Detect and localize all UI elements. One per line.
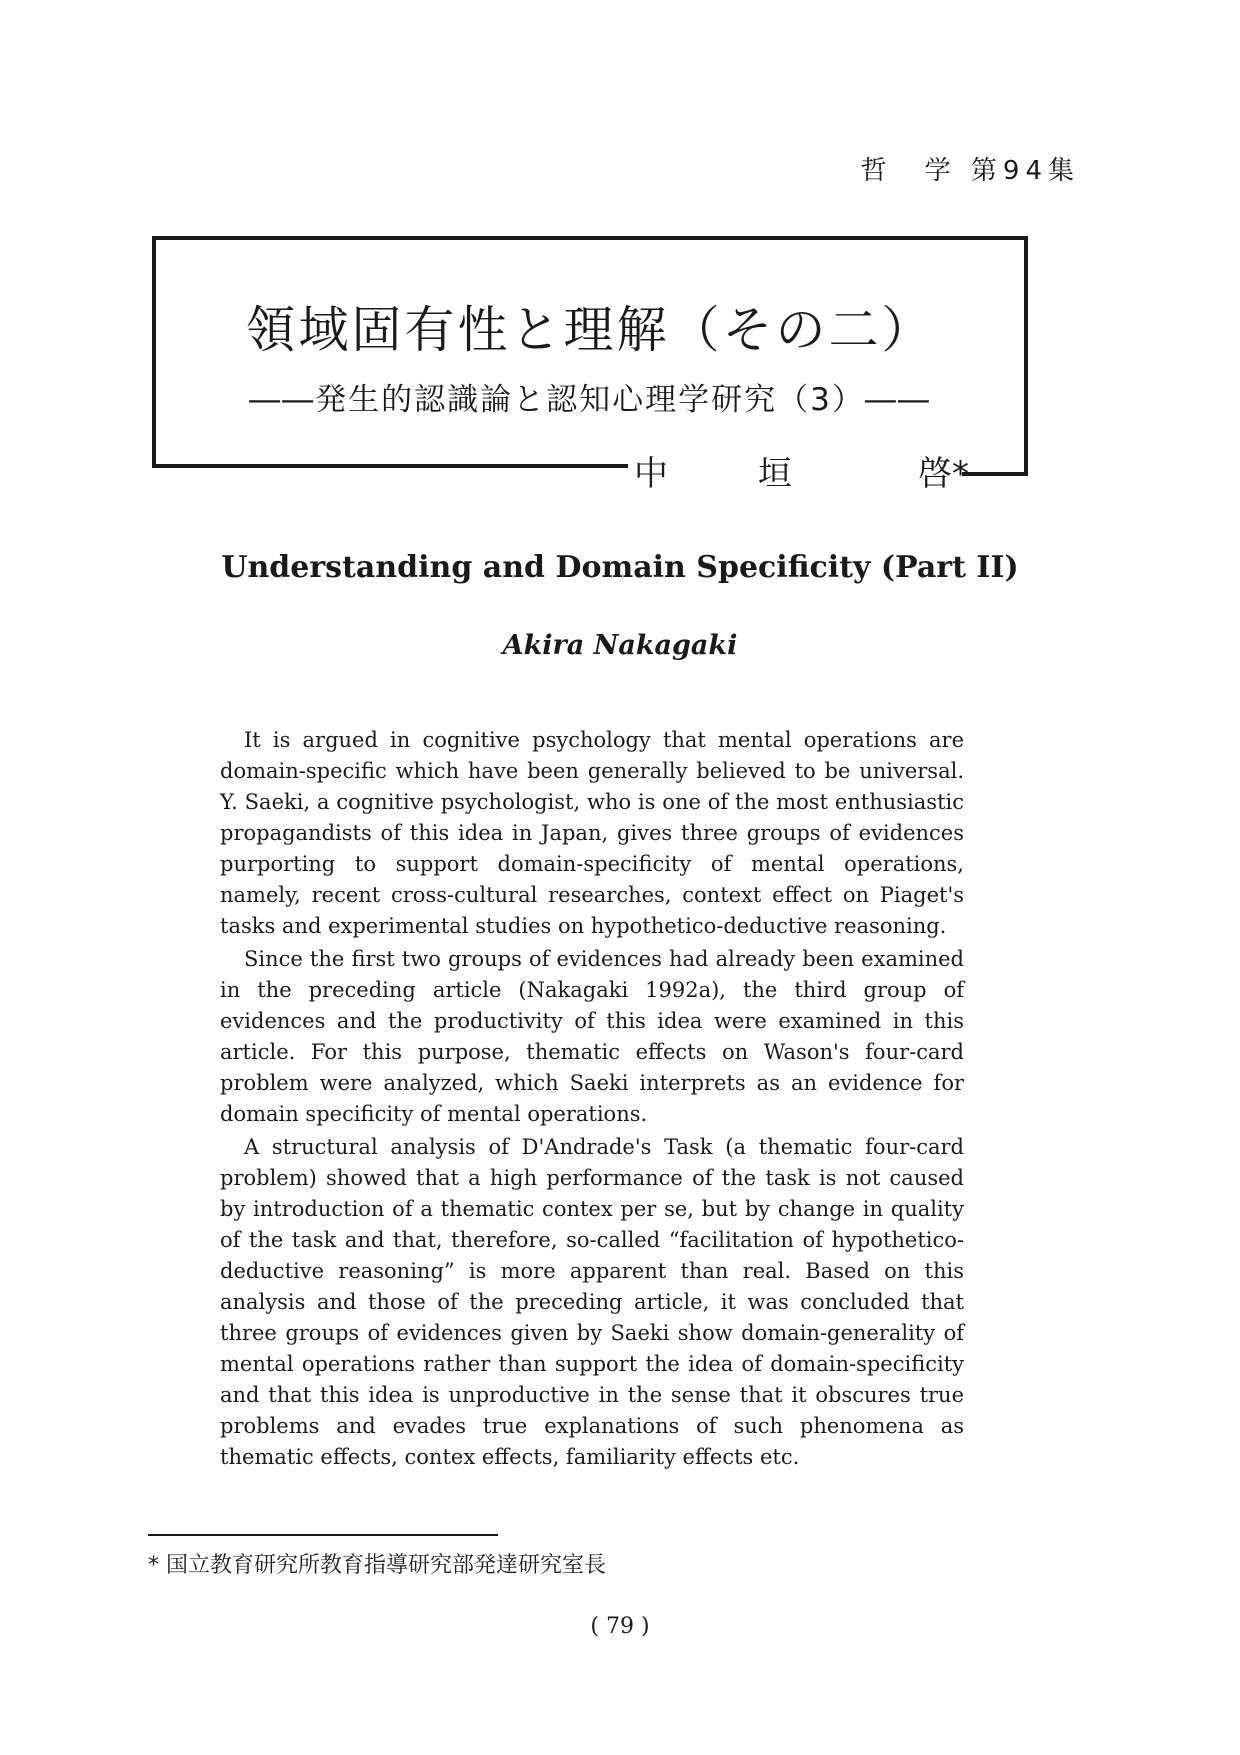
title-box-bottom-rule <box>152 464 628 468</box>
footnote-rule <box>148 1534 498 1536</box>
title-box-top-rule <box>152 236 1028 240</box>
abstract-paragraph: Since the first two groups of evidences had already been examined in the preceding article (Nakagaki 1992a), the third group of evidences and the productivity of this idea were examined in this article. For this purpose, thematic effects on Wason's four-card problem were analyzed, which Saeki interprets as an evidence for domain specificity of mental operations. <box>220 947 964 1126</box>
footnote: * 国立教育研究所教育指導研究部発達研究室長 <box>148 1553 606 1578</box>
japanese-author-char: 垣 <box>758 454 792 494</box>
english-author: Akira Nakagaki <box>502 630 738 661</box>
japanese-subtitle: ――発生的認識論と認知心理学研究（3）―― <box>249 382 931 418</box>
page-number: ( 79 ) <box>590 1614 650 1639</box>
abstract <box>220 725 964 1475</box>
abstract-paragraph: A structural analysis of D'Andrade's Task (a thematic four-card problem) showed that a high performance of the task is not caused by introduction of a thematic contex per se, but by change in quality of the task and that, therefore, so-called “facilitation of hypothetico-deductive reasoning” is more apparent than real. Based on this analysis and those of the preceding article, it was concluded that three groups of evidences given by Saeki show domain-generality of mental operations rather than support the idea of domain-specificity and that this idea is unproductive in the sense that it obscures true problems and evades true explanations of such phenomena as thematic effects, contex effects, familiarity effects etc. <box>220 1135 964 1469</box>
japanese-title: 領域固有性と理解（その二） <box>245 301 935 359</box>
japanese-author-char: 啓* <box>918 454 969 494</box>
abstract-paragraph: It is argued in cognitive psychology that mental operations are domain-specific which have been generally believed to be universal. Y. Saeki, a cognitive psychologist, who is one of the most enthusiastic propagandists of this idea in Japan, gives three groups of evidences purporting to support domain-specificity of mental operations, namely, recent cross-cultural researches, context effect on Piaget's tasks and experimental studies on hypothetico-deductive reasoning. <box>220 728 964 938</box>
english-title: Understanding and Domain Specificity (Part II) <box>221 550 1019 585</box>
japanese-author-char: 中 <box>634 454 668 494</box>
journal-header: 哲 学 第94集 <box>860 156 1080 186</box>
title-box-bottom-right-rule <box>962 472 1028 476</box>
